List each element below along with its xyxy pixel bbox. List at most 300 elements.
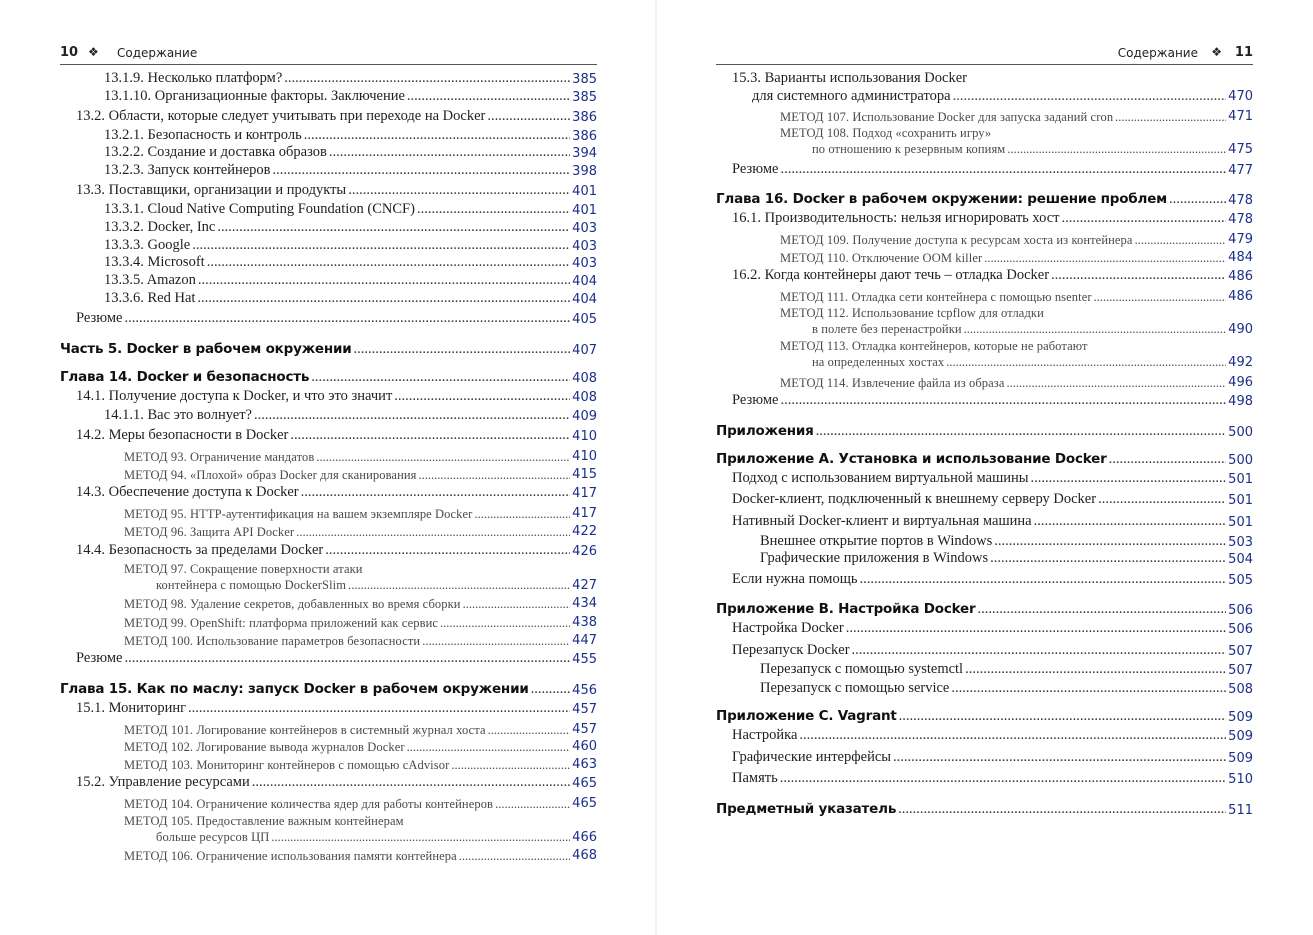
toc-entry-title: 13.3.3. Google: [104, 237, 191, 253]
toc-entry: [780, 340, 1253, 369]
page-ref: 505: [1228, 572, 1253, 588]
toc-entry: [732, 471, 1253, 486]
toc-entry-title: Внешнее открытие портов в Windows: [760, 533, 993, 549]
toc-entry-title: МЕТОД 103. Мониторинг контейнеров с помощью cAdvisor: [124, 757, 450, 772]
dot-leader: [311, 370, 570, 385]
page-ref: 465: [572, 775, 597, 791]
toc-entry: [732, 643, 1253, 658]
toc-entry-title: Резюме: [732, 161, 779, 177]
page-ref: 509: [1228, 709, 1253, 725]
toc-entry: [104, 408, 597, 423]
toc-entry: [76, 389, 597, 404]
page-ref: 478: [1228, 192, 1253, 208]
toc-entry: [732, 268, 1253, 283]
toc-entry-title: 13.3.5. Amazon: [104, 272, 196, 288]
toc-entry: [760, 681, 1253, 696]
page-ref: 434: [572, 596, 597, 611]
page-ref: 401: [572, 202, 597, 218]
toc-entry: [60, 342, 597, 357]
toc-entry: [716, 709, 1253, 724]
dot-leader: [964, 323, 1227, 336]
toc-entry: [104, 163, 597, 178]
page-ref: 405: [572, 311, 597, 327]
toc-entry-title: 13.3. Поставщики, организации и продукты: [76, 182, 347, 198]
running-title: Содержание: [1117, 46, 1198, 60]
toc-entry-title: для системного администратора: [752, 87, 951, 104]
page-ref: 410: [572, 449, 597, 464]
toc-list: [656, 0, 1313, 935]
page-ref: 465: [572, 796, 597, 811]
dot-leader: [1094, 291, 1227, 304]
dot-leader: [1062, 211, 1227, 226]
toc-entry: [780, 290, 1253, 303]
dot-leader: [354, 342, 571, 357]
dot-leader: [780, 393, 1226, 408]
page-ref: 398: [572, 163, 597, 179]
page-ref: 422: [572, 524, 597, 539]
dot-leader: [898, 802, 1226, 817]
dot-leader: [124, 651, 570, 666]
toc-entry: [716, 192, 1253, 207]
left-page: [0, 0, 656, 935]
toc-entry-title: в полете без перенастройки: [812, 322, 962, 336]
page-ref: 438: [572, 615, 597, 630]
toc-entry: [732, 492, 1253, 507]
toc-entry-title: 15.1. Мониторинг: [76, 700, 187, 716]
toc-entry-title: Глава 15. Как по маслу: запуск Docker в рабочем окружении: [60, 681, 529, 697]
toc-entry: [732, 162, 1253, 177]
dot-leader: [846, 621, 1226, 636]
toc-entry: [104, 291, 597, 306]
toc-entry: [732, 728, 1253, 743]
toc-entry: [124, 563, 597, 592]
dot-leader: [860, 572, 1227, 587]
toc-entry-title: контейнера с помощью DockerSlim: [156, 578, 347, 592]
dot-leader: [994, 534, 1226, 549]
toc-entry-title: Docker-клиент, подключенный к внешнему серверу Docker: [732, 491, 1097, 507]
page-number: 10: [60, 45, 79, 60]
toc-entry: [732, 211, 1253, 226]
page-ref: 386: [572, 109, 597, 125]
dot-leader: [422, 635, 570, 648]
toc-entry-title: 16.1. Производительность: нельзя игнорировать хост: [732, 210, 1060, 226]
toc-entry: [104, 145, 597, 160]
toc-entry-title: МЕТОД 109. Получение доступа к ресурсам хоста из контейнера: [780, 232, 1133, 247]
toc-entry-title: Настройка: [732, 727, 798, 743]
page-ref: 486: [1228, 268, 1253, 284]
dot-leader: [1115, 111, 1226, 124]
dot-leader: [254, 408, 570, 423]
page-ref: 498: [1228, 393, 1253, 409]
toc-entry: [124, 616, 597, 629]
toc-entry-title: Глава 14. Docker и безопасность: [60, 369, 310, 385]
toc-entry-title: 13.3.2. Docker, Inc: [104, 219, 216, 235]
page-ref: 404: [572, 273, 597, 289]
dot-leader: [780, 162, 1226, 177]
dot-leader: [1051, 268, 1226, 283]
toc-entry: [780, 307, 1253, 336]
toc-entry-title: 15.2. Управление ресурсами: [76, 774, 250, 790]
dot-leader: [348, 579, 570, 592]
page-ref: 394: [572, 145, 597, 161]
toc-entry: [732, 572, 1253, 587]
toc-entry-title: МЕТОД 114. Извлечение файла из образа: [780, 375, 1005, 390]
page-ref: 496: [1228, 375, 1253, 390]
page-ref: 447: [572, 633, 597, 648]
dot-leader: [899, 709, 1227, 724]
dot-leader: [296, 526, 570, 539]
toc-entry: [732, 621, 1253, 636]
toc-entry: [780, 127, 1253, 156]
dot-leader: [951, 681, 1226, 696]
page-ref: 426: [572, 543, 597, 559]
toc-list: [0, 0, 656, 935]
toc-entry-title: МЕТОД 102. Логирование вывода журналов Docker: [124, 739, 405, 754]
page-ref: 415: [572, 467, 597, 482]
dot-leader: [419, 469, 571, 482]
toc-entry: [104, 238, 597, 253]
page-ref: 385: [572, 89, 597, 105]
toc-entry: [716, 802, 1253, 817]
toc-entry-title: Память: [732, 770, 778, 786]
toc-entry-title: МЕТОД 107. Использование Docker для запуска заданий cron: [780, 109, 1114, 124]
page-ref: 475: [1228, 141, 1253, 157]
toc-entry-title: МЕТОД 110. Отключение OOM killer: [780, 250, 983, 265]
toc-entry-title-line: 15.3. Варианты использования Docker: [732, 70, 967, 86]
toc-entry: [104, 220, 597, 235]
dot-leader: [487, 109, 570, 124]
toc-entry: [780, 376, 1253, 389]
toc-entry: [732, 771, 1253, 786]
page-ref: 478: [1228, 211, 1253, 227]
page-ref: 417: [572, 506, 597, 521]
page-ref: 460: [572, 739, 597, 754]
page-ref: 427: [572, 577, 597, 593]
dot-leader: [1031, 471, 1227, 486]
toc-entry-title: МЕТОД 94. «Плохой» образ Docker для сканирования: [124, 467, 417, 482]
dot-leader: [946, 356, 1226, 369]
toc-entry-title: Приложения: [716, 423, 814, 439]
toc-entry-title-line: МЕТОД 105. Предоставление важным контейнерам: [124, 814, 404, 828]
toc-entry: [124, 450, 597, 463]
page-ref: 508: [1228, 681, 1253, 697]
toc-entry: [124, 740, 597, 753]
toc-entry: [76, 183, 597, 198]
page-ref: 504: [1228, 551, 1253, 567]
page-ref: 403: [572, 238, 597, 254]
toc-entry-title: Глава 16. Docker в рабочем окружении: решение проблем: [716, 191, 1168, 207]
toc-entry: [124, 815, 597, 844]
page-ref: 470: [1228, 89, 1253, 104]
dot-leader: [301, 485, 571, 500]
page-ref: 457: [572, 701, 597, 717]
toc-entry-title: 14.3. Обеспечение доступа к Docker: [76, 484, 299, 500]
ornament-icon: ❖: [88, 45, 99, 59]
dot-leader: [1109, 452, 1227, 467]
dot-leader: [799, 728, 1226, 743]
toc-entry-title: Перезапуск Docker: [732, 642, 850, 658]
toc-entry: [104, 273, 597, 288]
dot-leader: [348, 183, 570, 198]
page-ref: 408: [572, 389, 597, 405]
page-ref: 410: [572, 428, 597, 444]
toc-entry: [76, 543, 597, 558]
toc-entry: [716, 452, 1253, 467]
dot-leader: [188, 701, 570, 716]
page-ref: 401: [572, 183, 597, 199]
toc-entry-title: больше ресурсов ЦП: [156, 830, 270, 844]
toc-entry: [76, 109, 597, 124]
page-ref: 506: [1228, 621, 1253, 637]
dot-leader: [451, 759, 570, 772]
toc-entry-title: 13.2.3. Запуск контейнеров: [104, 162, 271, 178]
dot-leader: [1169, 192, 1226, 207]
toc-entry: [732, 750, 1253, 765]
toc-entry: [732, 71, 1253, 103]
toc-entry-title: 14.1.1. Вас это волнует?: [104, 407, 252, 423]
page-ref: 506: [1228, 602, 1253, 618]
toc-entry-title: Графические интерфейсы: [732, 749, 892, 765]
page-ref: 403: [572, 220, 597, 236]
toc-entry: [76, 701, 597, 716]
page-ref: 479: [1228, 232, 1253, 247]
toc-entry: [760, 662, 1253, 677]
page-ref: 501: [1228, 471, 1253, 487]
page-ref: 511: [1228, 802, 1253, 818]
dot-leader: [780, 771, 1226, 786]
dot-leader: [407, 741, 571, 754]
toc-entry: [124, 758, 597, 771]
toc-entry: [124, 797, 597, 810]
toc-entry-title: 13.2.2. Создание и доставка образов: [104, 144, 327, 160]
toc-entry-title: Нативный Docker-клиент и виртуальная машина: [732, 513, 1032, 529]
dot-leader: [990, 551, 1226, 566]
page-ref: 500: [1228, 452, 1253, 468]
dot-leader: [290, 428, 570, 443]
toc-entry: [760, 534, 1253, 549]
toc-entry: [76, 775, 597, 790]
toc-entry-title: Настройка Docker: [732, 620, 844, 636]
ornament-icon: ❖: [1211, 45, 1222, 59]
dot-leader: [459, 850, 570, 863]
page-ref: 509: [1228, 728, 1253, 744]
toc-entry-title: 14.1. Получение доступа к Docker, и что это значит: [76, 388, 393, 404]
toc-entry: [104, 202, 597, 217]
toc-entry: [60, 370, 597, 385]
page-ref: 468: [572, 848, 597, 863]
toc-entry-title: Резюме: [76, 650, 123, 666]
toc-entry-title: 13.3.4. Microsoft: [104, 254, 205, 270]
dot-leader: [953, 89, 1227, 104]
dot-leader: [488, 724, 571, 737]
toc-entry: [124, 525, 597, 538]
toc-entry-title: Приложение A. Установка и использование Docker: [716, 451, 1107, 467]
dot-leader: [284, 71, 570, 86]
dot-leader: [304, 128, 570, 143]
toc-entry: [124, 468, 597, 481]
page-ref: 456: [572, 682, 597, 698]
toc-entry-title: 13.2. Области, которые следует учитывать при переходе на Docker: [76, 108, 486, 124]
toc-entry-title: МЕТОД 100. Использование параметров безопасности: [124, 633, 421, 648]
dot-leader: [1034, 514, 1227, 529]
toc-entry-title: Предметный указатель: [716, 801, 897, 817]
dot-leader: [192, 238, 570, 253]
page-ref: 507: [1228, 662, 1253, 678]
dot-leader: [273, 163, 571, 178]
toc-entry-title: Приложение C. Vagrant: [716, 708, 897, 724]
dot-leader: [1098, 492, 1226, 507]
page-ref: 510: [1228, 771, 1253, 787]
page-ref: 503: [1228, 534, 1253, 550]
page-ref: 407: [572, 342, 597, 358]
toc-entry-title: Часть 5. Docker в рабочем окружении: [60, 341, 352, 357]
toc-entry-title-line: МЕТОД 97. Сокращение поверхности атаки: [124, 562, 363, 576]
toc-entry: [104, 89, 597, 104]
running-title: Содержание: [117, 46, 198, 60]
dot-leader: [495, 798, 570, 811]
toc-entry-title-line: МЕТОД 113. Отладка контейнеров, которые не работают: [780, 339, 1088, 353]
toc-entry-title: МЕТОД 106. Ограничение использования памяти контейнера: [124, 848, 457, 863]
toc-entry: [60, 682, 597, 697]
toc-entry: [780, 233, 1253, 246]
toc-entry-title: МЕТОД 95. HTTP-аутентификация на вашем экземпляре Docker: [124, 506, 473, 521]
dot-leader: [394, 389, 570, 404]
toc-entry: [124, 634, 597, 647]
toc-entry: [104, 71, 597, 86]
toc-entry-title: 14.2. Меры безопасности в Docker: [76, 427, 289, 443]
toc-entry-title: МЕТОД 111. Отладка сети контейнера с помощью nsenter: [780, 289, 1092, 304]
toc-entry: [76, 651, 597, 666]
dot-leader: [407, 89, 570, 104]
dot-leader: [1006, 377, 1226, 390]
page-ref: 484: [1228, 250, 1253, 265]
toc-entry-title: 13.1.9. Несколько платформ?: [104, 70, 283, 86]
page-ref: 507: [1228, 643, 1253, 659]
dot-leader: [217, 220, 570, 235]
right-page: [656, 0, 1313, 935]
toc-entry-title: МЕТОД 93. Ограничение мандатов: [124, 449, 315, 464]
dot-leader: [325, 543, 570, 558]
dot-leader: [463, 598, 571, 611]
toc-entry: [104, 255, 597, 270]
dot-leader: [440, 617, 570, 630]
page-ref: 463: [572, 757, 597, 772]
toc-entry-title: 13.3.6. Red Hat: [104, 290, 196, 306]
page-ref: 403: [572, 255, 597, 271]
page-ref: 477: [1228, 162, 1253, 178]
page-ref: 386: [572, 128, 597, 144]
toc-entry: [76, 485, 597, 500]
toc-entry: [124, 849, 597, 862]
toc-entry-title: Перезапуск с помощью systemctl: [760, 661, 964, 677]
page-ref: 385: [572, 71, 597, 87]
toc-entry-title: Резюме: [732, 392, 779, 408]
dot-leader: [417, 202, 570, 217]
toc-entry: [104, 128, 597, 143]
dot-leader: [977, 602, 1226, 617]
toc-entry-title: Резюме: [76, 310, 123, 326]
page-ref: 455: [572, 651, 597, 667]
toc-entry: [780, 110, 1253, 123]
toc-entry-title: Графические приложения в Windows: [760, 550, 989, 566]
toc-entry-title: по отношению к резервным копиям: [812, 142, 1006, 156]
page-ref: 486: [1228, 289, 1253, 304]
dot-leader: [329, 145, 570, 160]
toc-entry: [716, 602, 1253, 617]
dot-leader: [531, 682, 571, 697]
toc-entry-title: МЕТОД 104. Ограничение количества ядер для работы контейнеров: [124, 796, 494, 811]
dot-leader: [1007, 143, 1226, 156]
page-number: 11: [1234, 45, 1253, 60]
toc-entry-title: 13.1.10. Организационные факторы. Заключение: [104, 88, 405, 104]
toc-entry: [124, 597, 597, 610]
toc-entry: [124, 507, 597, 520]
page-ref: 466: [572, 829, 597, 845]
page-ref: 490: [1228, 321, 1253, 337]
toc-entry-title: МЕТОД 101. Логирование контейнеров в системный журнал хоста: [124, 722, 486, 737]
dot-leader: [984, 252, 1226, 265]
toc-entry-title-line: МЕТОД 112. Использование tcpflow для отладки: [780, 306, 1044, 320]
page-ref: 409: [572, 408, 597, 424]
toc-entry-title: МЕТОД 96. Защита API Docker: [124, 524, 295, 539]
dot-leader: [197, 291, 570, 306]
toc-entry-title: 13.3.1. Cloud Native Computing Foundation (CNCF): [104, 201, 415, 217]
toc-entry-title: 14.4. Безопасность за пределами Docker: [76, 542, 324, 558]
page-ref: 404: [572, 291, 597, 307]
toc-entry: [76, 428, 597, 443]
dot-leader: [852, 643, 1227, 658]
toc-entry-title: 13.2.1. Безопасность и контроль: [104, 127, 302, 143]
dot-leader: [316, 451, 570, 464]
dot-leader: [965, 662, 1226, 677]
toc-entry: [732, 393, 1253, 408]
toc-entry-title-line: МЕТОД 108. Подход «сохранить игру»: [780, 126, 992, 140]
dot-leader: [271, 831, 570, 844]
toc-entry-title: на определенных хостах: [812, 355, 945, 369]
toc-entry-title: Если нужна помощь: [732, 571, 858, 587]
toc-entry-title: Перезапуск с помощью service: [760, 680, 950, 696]
page-ref: 457: [572, 722, 597, 737]
page-ref: 408: [572, 370, 597, 386]
dot-leader: [816, 424, 1227, 439]
dot-leader: [1135, 234, 1227, 247]
dot-leader: [207, 255, 570, 270]
toc-entry: [124, 723, 597, 736]
toc-entry-title: 16.2. Когда контейнеры дают течь – отладка Docker: [732, 267, 1050, 283]
toc-entry: [716, 424, 1253, 439]
page-ref: 501: [1228, 514, 1253, 530]
toc-entry-title: Подход с использованием виртуальной машины: [732, 470, 1029, 486]
page-ref: 501: [1228, 492, 1253, 508]
page-ref: 417: [572, 485, 597, 501]
toc-entry-title: МЕТОД 98. Удаление секретов, добавленных во время сборки: [124, 596, 461, 611]
page-ref: 471: [1228, 109, 1253, 124]
dot-leader: [474, 508, 570, 521]
page-ref: 509: [1228, 750, 1253, 766]
dot-leader: [198, 273, 570, 288]
dot-leader: [893, 750, 1226, 765]
dot-leader: [124, 311, 570, 326]
toc-entry: [760, 551, 1253, 566]
toc-entry-title: Приложение B. Настройка Docker: [716, 601, 976, 617]
toc-entry: [76, 311, 597, 326]
page-ref: 500: [1228, 424, 1253, 440]
toc-entry: [732, 514, 1253, 529]
toc-entry: [780, 251, 1253, 264]
dot-leader: [252, 775, 570, 790]
page-ref: 492: [1228, 354, 1253, 370]
toc-entry-title: МЕТОД 99. OpenShift: платформа приложений как сервис: [124, 615, 439, 630]
